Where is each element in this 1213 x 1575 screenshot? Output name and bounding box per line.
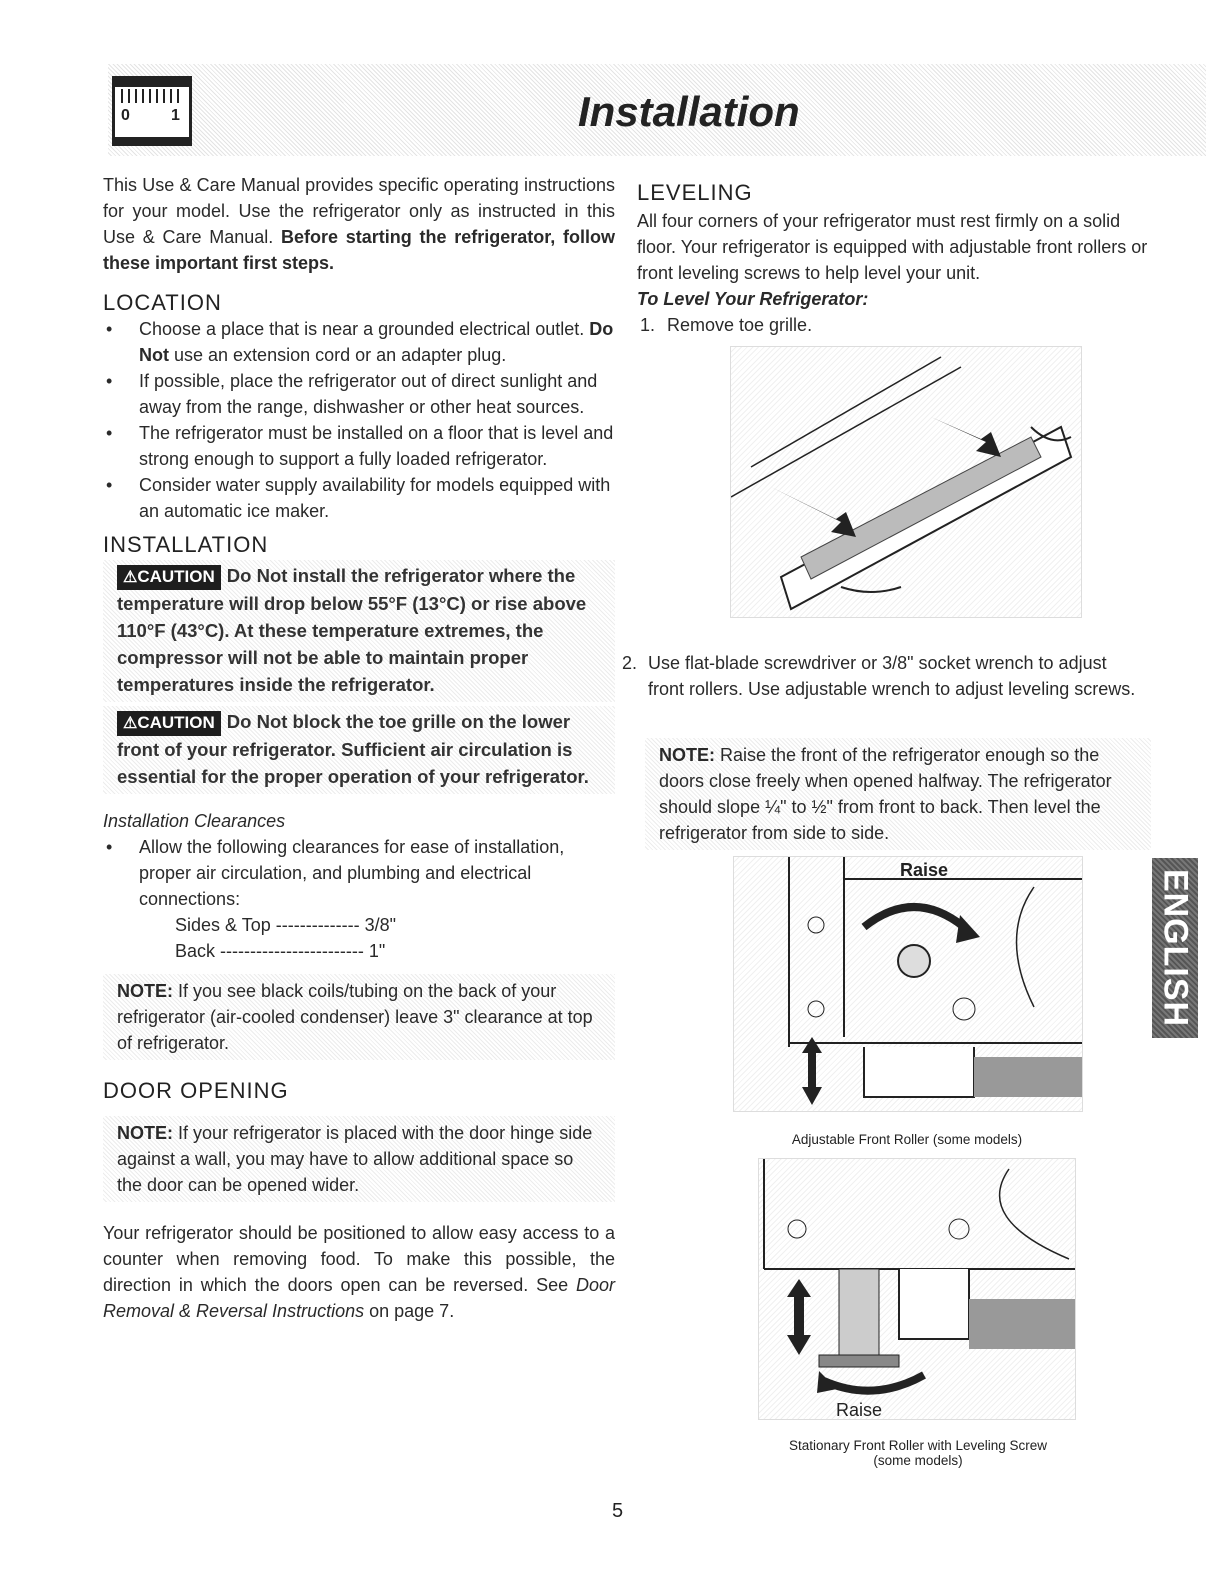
note-label: NOTE: [659, 745, 715, 765]
note-raise-front [645, 738, 1151, 850]
bullet-bold: Do Not [139, 319, 614, 365]
intro-paragraph [103, 172, 615, 276]
caution-label: CAUTION [137, 567, 215, 586]
caution-text: Do Not block the toe grille on the lower front of your refrigerator. Sufficient air circulation is essential for the proper operation of your refrigerator. [117, 711, 589, 787]
caption-line: Stationary Front Roller with Leveling Screw [788, 1438, 1048, 1453]
bullet-text: Allow the following clearances for ease of installation, proper air circulation, and plumbing and electrical connections: [139, 837, 565, 909]
clearances-heading: Installation Clearances [103, 811, 286, 831]
list-item: • Allow the following clearances for ease of installation, proper air circulation, and plumbing and electrical connections: [106, 837, 565, 909]
step-2-block [622, 650, 1142, 702]
door-opening-heading: DOOR OPENING [103, 1078, 289, 1103]
page-number: 5 [612, 1500, 624, 1522]
language-tab-label: ENGLISH [1156, 868, 1195, 1028]
bullet-text: Choose a place that is near a grounded electrical outlet. [139, 319, 590, 339]
raise-label: Raise [900, 860, 949, 880]
ruler-label-0: 0 [121, 107, 130, 124]
intro-bold-text: Before starting the refrigerator, follow these important first steps. [103, 227, 615, 273]
toe-grille-drawing [731, 347, 1081, 617]
adjustable-roller-drawing [734, 857, 1082, 1111]
clearance-row: Back ------------------------ 1" [175, 941, 386, 961]
note-label: NOTE: [117, 1123, 173, 1143]
step-text: Remove toe grille. [667, 315, 813, 335]
note-condenser [103, 974, 615, 1060]
ruler-icon [112, 76, 192, 146]
caution-badge [117, 711, 221, 736]
installation-heading: INSTALLATION [103, 532, 269, 557]
location-heading: LOCATION [103, 290, 222, 315]
location-list [103, 316, 615, 524]
note-text: Raise the front of the refrigerator enough so the doors close freely when opened halfway. The refrigerator should slope ¼" to ½" from front to back. Then level the refrigerator from side to side. [659, 745, 1112, 843]
step-text: Use flat-blade screwdriver or 3/8" socket wrench to adjust front rollers. Use adjustable wrench to adjust leveling screws. [648, 653, 1136, 699]
leveling-screw-drawing [759, 1159, 1075, 1419]
clearance-row: Sides & Top -------------- 3/8" [175, 915, 397, 935]
list-item: • The refrigerator must be installed on a floor that is level and strong enough to support a fully loaded refrigerator. [106, 423, 614, 469]
door-reversal-reference: Door Removal & Reversal Instructions [103, 1275, 615, 1321]
list-item: • If possible, place the refrigerator out of direct sunlight and away from the range, dishwasher or other heat sources. [106, 371, 598, 417]
warning-icon: ⚠ [123, 569, 138, 586]
paragraph-text: on page 7. [364, 1301, 455, 1321]
step-2 [622, 650, 1142, 702]
warning-icon: ⚠ [123, 715, 138, 732]
caution-label: CAUTION [137, 713, 215, 732]
language-tab [1152, 858, 1198, 1038]
left-column [103, 172, 615, 1324]
leveling-paragraph: All four corners of your refrigerator must rest firmly on a solid floor. Your refrigerator is equipped with adjustable front rollers or front leveling screws to help level your unit. [637, 211, 1148, 283]
step-1 [637, 312, 1149, 338]
list-item: • Choose a place that is near a grounded electrical outlet. Do Not use an extension cord or an adapter plug. [106, 319, 614, 365]
leveling-screw-caption [733, 1438, 1103, 1468]
caption-line: (some models) [873, 1453, 963, 1468]
right-column [637, 180, 1149, 338]
caution-block-temperature [103, 560, 615, 702]
note-door-hinge [103, 1116, 615, 1202]
leveling-screw-illustration [758, 1158, 1076, 1420]
adjustable-roller-caption: Adjustable Front Roller (some models) [791, 1132, 1023, 1147]
adjustable-roller-illustration [733, 856, 1083, 1112]
toe-grille-illustration [730, 346, 1082, 618]
caution-text: Do Not install the refrigerator where the temperature will drop below 55°F (13°C) or rise above 110°F (43°C). At these temperature extremes, the compressor will not be able to maintain proper temperatures inside the refrigerator. [117, 565, 587, 695]
note-text: If your refrigerator is placed with the door hinge side against a wall, you may have to allow additional space so the door can be opened wider. [117, 1123, 593, 1195]
leveling-heading: LEVELING [637, 180, 753, 205]
bullet-text: The refrigerator must be installed on a floor that is level and strong enough to support a fully loaded refrigerator. [139, 423, 614, 469]
note-label: NOTE: [117, 981, 173, 1001]
step-number: 2. [622, 653, 638, 673]
raise-label: Raise [836, 1400, 883, 1420]
paragraph-text: Your refrigerator should be positioned to allow easy access to a counter when removing food. To make this possible, the direction in which the doors open can be reversed. See [103, 1223, 615, 1295]
bullet-text: Consider water supply availability for models equipped with an automatic ice maker. [139, 475, 611, 521]
level-subheading: To Level Your Refrigerator: [637, 289, 869, 309]
step-number: 1. [640, 315, 656, 335]
intro-text: This Use & Care Manual provides specific operating instructions for your model. Use the refrigerator only as instructed in this Use & Care Manual. [103, 175, 615, 247]
page-title: Installation [578, 88, 800, 135]
caution-block-toe-grille [103, 706, 615, 794]
door-opening-paragraph [103, 1220, 615, 1324]
bullet-text: If possible, place the refrigerator out of direct sunlight and away from the range, dishwasher or other heat sources. [139, 371, 598, 417]
ruler-label-1: 1 [171, 107, 180, 124]
caution-badge [117, 565, 221, 590]
bullet-text: use an extension cord or an adapter plug. [169, 345, 507, 365]
list-item: • Consider water supply availability for models equipped with an automatic ice maker. [106, 475, 611, 521]
note-text: If you see black coils/tubing on the back of your refrigerator (air-cooled condenser) leave 3" clearance at top of refrigerator. [117, 981, 593, 1053]
